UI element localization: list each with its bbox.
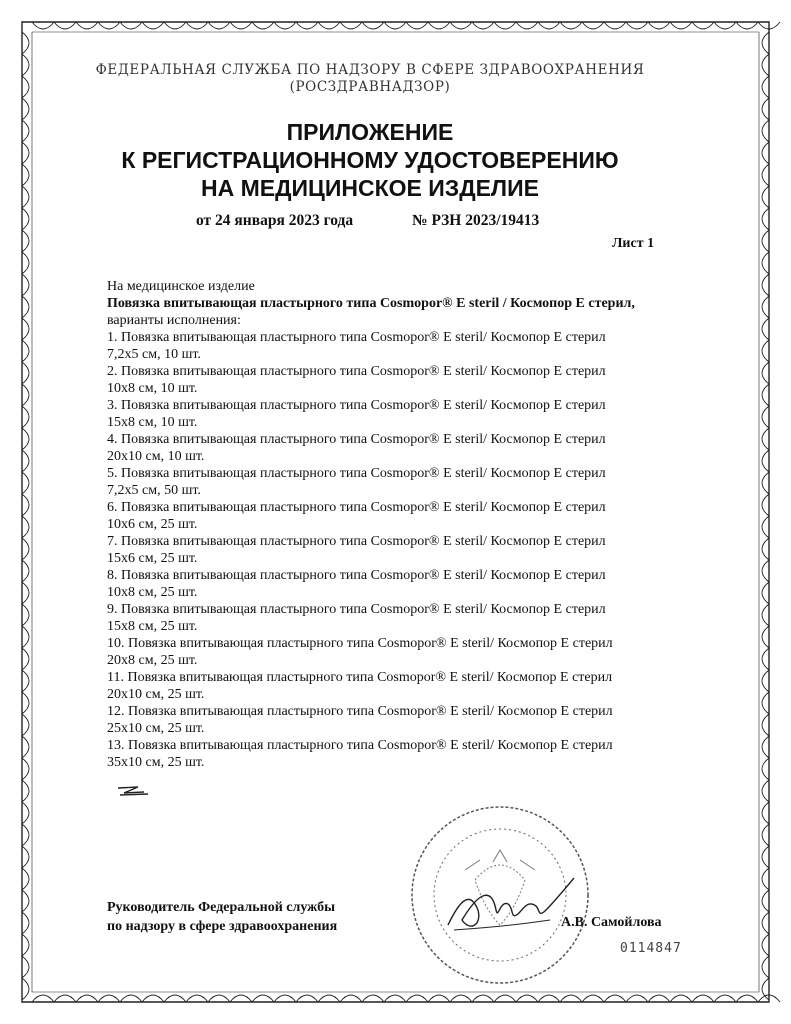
variants-list	[107, 329, 687, 771]
product-name: Повязка впитывающая пластырного типа Cosmopor® E steril / Космопор Е стерил,	[107, 296, 635, 311]
variant-item: 9. Повязка впитывающая пластырного типа Cosmopor® E steril/ Космопор Е стерил	[107, 602, 606, 617]
variant-size: 7,2x5 см, 50 шт.	[107, 483, 201, 498]
issue-date: от 24 января 2023 года	[196, 212, 354, 229]
variant-size: 20x10 см, 25 шт.	[107, 687, 205, 702]
variant-size: 35x10 см, 25 шт.	[107, 755, 205, 770]
variant-item: 8. Повязка впитывающая пластырного типа Cosmopor® E steril/ Космопор Е стерил	[107, 568, 606, 583]
variant-item: 2. Повязка впитывающая пластырного типа Cosmopor® E steril/ Космопор Е стерил	[107, 364, 606, 379]
handwritten-signature	[440, 870, 580, 940]
variant-size: 20x10 см, 10 шт.	[107, 449, 205, 464]
variant-size: 10x8 см, 10 шт.	[107, 381, 198, 396]
document-body	[107, 278, 687, 771]
variant-size: 20x8 см, 25 шт.	[107, 653, 198, 668]
title-line-2: К РЕГИСТРАЦИОННОМУ УДОСТОВЕРЕНИЮ	[121, 147, 619, 173]
variant-item: 5. Повязка впитывающая пластырного типа Cosmopor® E steril/ Космопор Е стерил	[107, 466, 606, 481]
variant-item: 6. Повязка впитывающая пластырного типа Cosmopor® E steril/ Космопор Е стерил	[107, 500, 606, 515]
title-line-3: НА МЕДИЦИНСКОЕ ИЗДЕЛИЕ	[201, 175, 539, 201]
variant-size: 7,2x5 см, 10 шт.	[107, 347, 201, 362]
variant-item: 4. Повязка впитывающая пластырного типа Cosmopor® E steril/ Космопор Е стерил	[107, 432, 606, 447]
variant-item: 10. Повязка впитывающая пластырного типа Cosmopor® E steril/ Космопор Е стерил	[107, 636, 613, 651]
signatory-title-line-2: по надзору в сфере здравоохранения	[107, 919, 338, 934]
variant-item: 12. Повязка впитывающая пластырного типа Cosmopor® E steril/ Космопор Е стерил	[107, 704, 613, 719]
variant-item: 7. Повязка впитывающая пластырного типа Cosmopor® E steril/ Космопор Е стерил	[107, 534, 606, 549]
document-title	[60, 118, 680, 202]
title-line-1: ПРИЛОЖЕНИЕ	[286, 119, 454, 145]
variant-item: 13. Повязка впитывающая пластырного типа Cosmopor® E steril/ Космопор Е стерил	[107, 738, 613, 753]
signatory-name: А.В. Самойлова	[561, 915, 662, 930]
variant-item: 11. Повязка впитывающая пластырного типа Cosmopor® E steril/ Космопор Е стерил	[107, 670, 613, 685]
variant-size: 10x6 см, 25 шт.	[107, 517, 198, 532]
variant-item: 3. Повязка впитывающая пластырного типа Cosmopor® E steril/ Космопор Е стерил	[107, 398, 606, 413]
serial-number: 0114847	[620, 941, 682, 956]
registration-number: № РЗН 2023/19413	[412, 212, 540, 229]
variant-item: 1. Повязка впитывающая пластырного типа Cosmopor® E steril/ Космопор Е стерил	[107, 330, 606, 345]
agency-abbr: (РОСЗДРАВНАДЗОР)	[289, 79, 451, 95]
intro-text: На медицинское изделие	[107, 279, 255, 294]
signatory-title	[107, 898, 337, 936]
variant-size: 25x10 см, 25 шт.	[107, 721, 205, 736]
sheet-number: Лист 1	[612, 236, 655, 251]
variant-size: 15x6 см, 25 шт.	[107, 551, 198, 566]
variants-label: варианты исполнения:	[107, 313, 241, 328]
agency-header	[70, 62, 670, 96]
variant-size: 10x8 см, 25 шт.	[107, 585, 198, 600]
variant-size: 15x8 см, 10 шт.	[107, 415, 198, 430]
handwritten-mark	[114, 782, 154, 800]
variant-size: 15x8 см, 25 шт.	[107, 619, 198, 634]
signatory-title-line-1: Руководитель Федеральной службы	[107, 900, 336, 915]
agency-name: ФЕДЕРАЛЬНАЯ СЛУЖБА ПО НАДЗОРУ В СФЕРЕ ЗДРАВООХРАНЕНИЯ	[95, 62, 645, 78]
